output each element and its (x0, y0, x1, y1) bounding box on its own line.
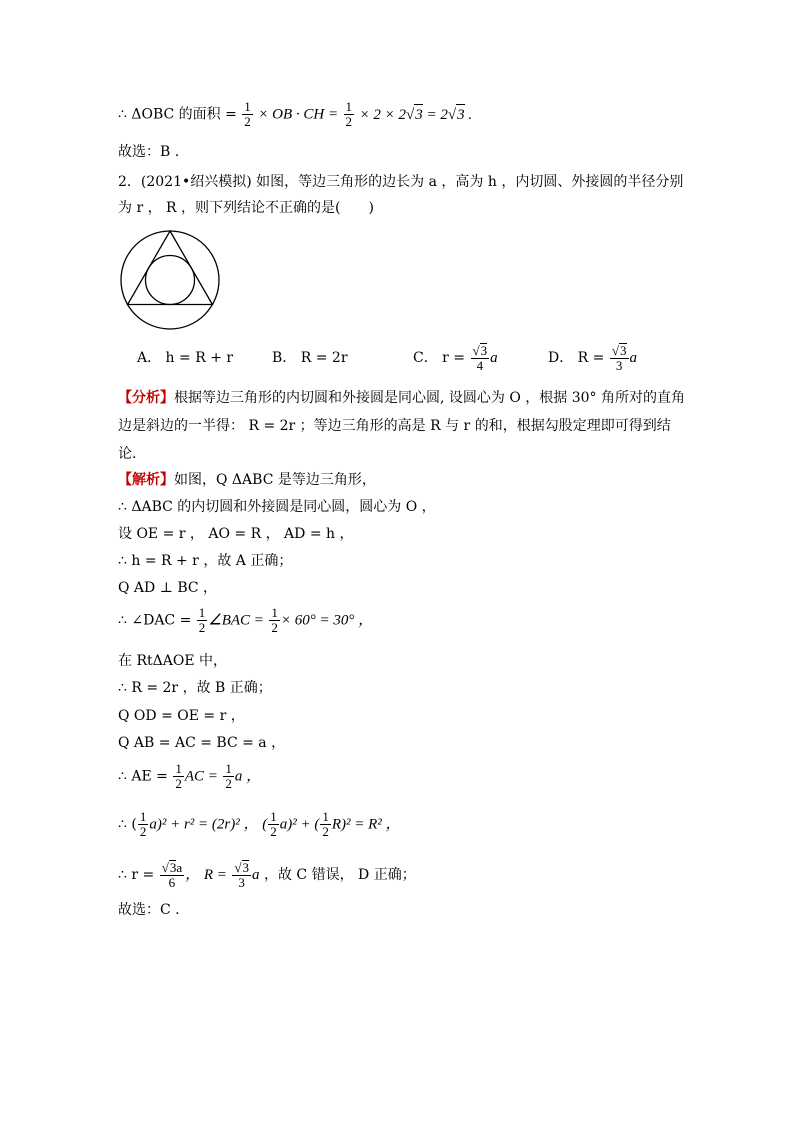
inscribed-circle (146, 256, 195, 305)
solution-tag: 【解析】 (118, 472, 174, 488)
analysis-tag: 【分析】 (118, 390, 174, 406)
area-formula-line: ∴ ΔOBC 的面积 = $\frac{1}{2}$ × OB · CH = $\frac{1}{2}$ × 2 × 2√3 = 2√3 . (118, 99, 473, 129)
solution-line-11: ∴ AE = $\frac{1}{2}$ AC = $\frac{1}{2}$ a ， (118, 761, 262, 791)
solution-line-2: ∴ ΔABC 的内切圆和外接圆是同心圆，圆心为 O ， (118, 499, 436, 515)
answer-line-1: 故选：B . (118, 144, 180, 160)
option-a: A． h = R + r (137, 350, 234, 366)
question-line-2: 为 r ， R ，则下列结论不正确的是( ) (118, 200, 374, 216)
solution-line-1: 【解析】如图，Q ΔABC 是等边三角形， (118, 472, 376, 488)
solution-line-5: Q AD ⊥ BC ， (118, 580, 218, 596)
option-c: C． r = $\frac{√3}{4}$ a (413, 343, 498, 373)
solution-line-3: 设 OE = r ， AO = R ， AD = h ， (118, 526, 354, 542)
solution-line-4: ∴ h = R + r ，故 A 正确； (118, 553, 293, 569)
solution-line-13: ∴ r = $\frac{√3a}{6}$ ， R = $\frac{√3}{3}$ a ，故 C 错误， D 正确； (118, 860, 416, 890)
analysis-line-2: 边是斜边的一半得： R = 2r ；等边三角形的高是 R 与 r 的和，根据勾股定理即可得到结 (118, 418, 671, 434)
equilateral-triangle (128, 231, 213, 305)
question-line-1: 2．(2021•绍兴模拟) 如图，等边三角形的边长为 a ，高为 h ，内切圆、外接圆的半径分别 (118, 174, 684, 190)
solution-line-14: 故选：C . (118, 902, 180, 918)
solution-line-7: 在 RtΔAOE 中， (118, 653, 227, 669)
circumscribed-circle (121, 231, 219, 329)
analysis-line-1: 【分析】根据等边三角形的内切圆和外接圆是同心圆, 设圆心为 O ，根据 30° 角所对的直角 (118, 390, 685, 406)
triangle-circles-figure (118, 228, 222, 332)
option-d: D． R = $\frac{√3}{3}$ a (548, 343, 637, 373)
solution-line-10: Q AB = AC = BC = a ， (118, 735, 286, 751)
solution-line-8: ∴ R = 2r ，故 B 正确； (118, 680, 272, 696)
solution-line-9: Q OD = OE = r ， (118, 708, 245, 724)
area-formula-prefix: ∴ ΔOBC 的面积 = (118, 106, 237, 123)
half-fraction: $\frac{1}{2}$ (244, 99, 251, 129)
solution-line-12: ∴ ( $\frac{1}{2}$ a)² + r² = (2r)² ， ( $\frac{1}{2}$ a)² + ( $\frac{1}{2}$ R)² = R² ， (118, 809, 401, 839)
option-b: B． R = 2r (272, 350, 348, 366)
analysis-line-3: 论. (118, 446, 137, 462)
solution-line-6: ∴ ∠DAC = $\frac{1}{2}$ ∠BAC = $\frac{1}{2}$ × 60° = 30° ， (118, 605, 374, 635)
half-fraction: $\frac{1}{2}$ (345, 99, 353, 129)
